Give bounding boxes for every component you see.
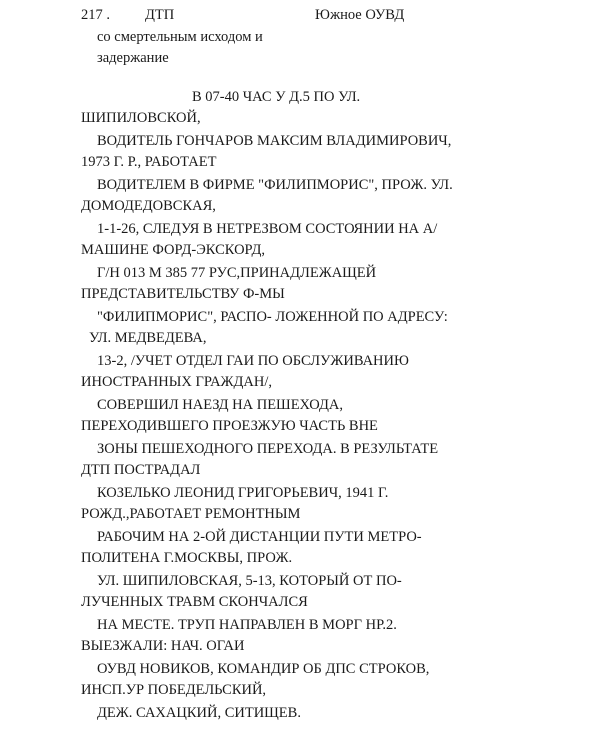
report-line: КОЗЕЛЬКО ЛЕОНИД ГРИГОРЬЕВИЧ, 1941 Г. [97,485,389,501]
report-line: 13-2, /УЧЕТ ОТДЕЛ ГАИ ПО ОБСЛУЖИВАНИЮ [97,353,409,369]
report-line: ДЕЖ. САХАЦКИЙ, СИТИЩЕВ. [97,705,301,721]
department-name: Южное ОУВД [315,7,405,23]
report-line: РАБОЧИМ НА 2-ОЙ ДИСТАНЦИИ ПУТИ МЕТРО- [97,529,422,545]
report-line: УЛ. ШИПИЛОВСКАЯ, 5-13, КОТОРЫЙ ОТ ПО- [97,573,402,589]
report-line: МАШИНЕ ФОРД-ЭКСКОРД, [81,242,266,258]
report-line: ВОДИТЕЛЕМ В ФИРМЕ "ФИЛИПМОРИС", ПРОЖ. УЛ. [97,177,453,193]
incident-subtitle-line-1: со смертельным исходом и [97,29,263,45]
report-line: В 07-40 ЧАС У Д.5 ПО УЛ. [192,89,361,105]
record-number: 217 . [81,7,110,23]
report-line: ОУВД НОВИКОВ, КОМАНДИР ОБ ДПС СТРОКОВ, [97,661,430,677]
report-line: Г/Н 013 М 385 77 РУС,ПРИНАДЛЕЖАЩЕЙ [97,265,377,281]
report-line: СОВЕРШИЛ НАЕЗД НА ПЕШЕХОДА, [97,397,344,413]
incident-type: ДТП [145,7,175,23]
report-line: ВОДИТЕЛЬ ГОНЧАРОВ МАКСИМ ВЛАДИМИРОВИЧ, [97,133,452,149]
report-line: ВЫЕЗЖАЛИ: НАЧ. ОГАИ [81,638,245,654]
report-line: УЛ. МЕДВЕДЕВА, [89,330,207,346]
report-line: ИНОСТРАННЫХ ГРАЖДАН/, [81,374,273,390]
report-line: ДТП ПОСТРАДАЛ [81,462,201,478]
report-line: ПРЕДСТАВИТЕЛЬСТВУ Ф-МЫ [81,286,285,302]
report-line: ДОМОДЕДОВСКАЯ, [81,198,216,214]
report-line: 1973 Г. Р., РАБОТАЕТ [81,154,217,170]
incident-subtitle-line-2: задержание [97,50,169,66]
report-line: ИНСП.УР ПОБЕДЕЛЬСКИЙ, [81,682,267,698]
report-line: РОЖД.,РАБОТАЕТ РЕМОНТНЫМ [81,506,301,522]
report-line: НА МЕСТЕ. ТРУП НАПРАВЛЕН В МОРГ НР.2. [97,617,397,633]
report-line: ПОЛИТЕНА Г.МОСКВЫ, ПРОЖ. [81,550,293,566]
report-line: ШИПИЛОВСКОЙ, [81,110,201,126]
report-line: ПЕРЕХОДИВШЕГО ПРОЕЗЖУЮ ЧАСТЬ ВНЕ [81,418,378,434]
report-line: ЗОНЫ ПЕШЕХОДНОГО ПЕРЕХОДА. В РЕЗУЛЬТАТЕ [97,441,439,457]
report-line: 1-1-26, СЛЕДУЯ В НЕТРЕЗВОМ СОСТОЯНИИ НА А/ [97,221,438,237]
report-line: "ФИЛИПМОРИС", РАСПО- ЛОЖЕННОЙ ПО АДРЕСУ: [97,309,448,325]
report-line: ЛУЧЕННЫХ ТРАВМ СКОНЧАЛСЯ [81,594,308,610]
